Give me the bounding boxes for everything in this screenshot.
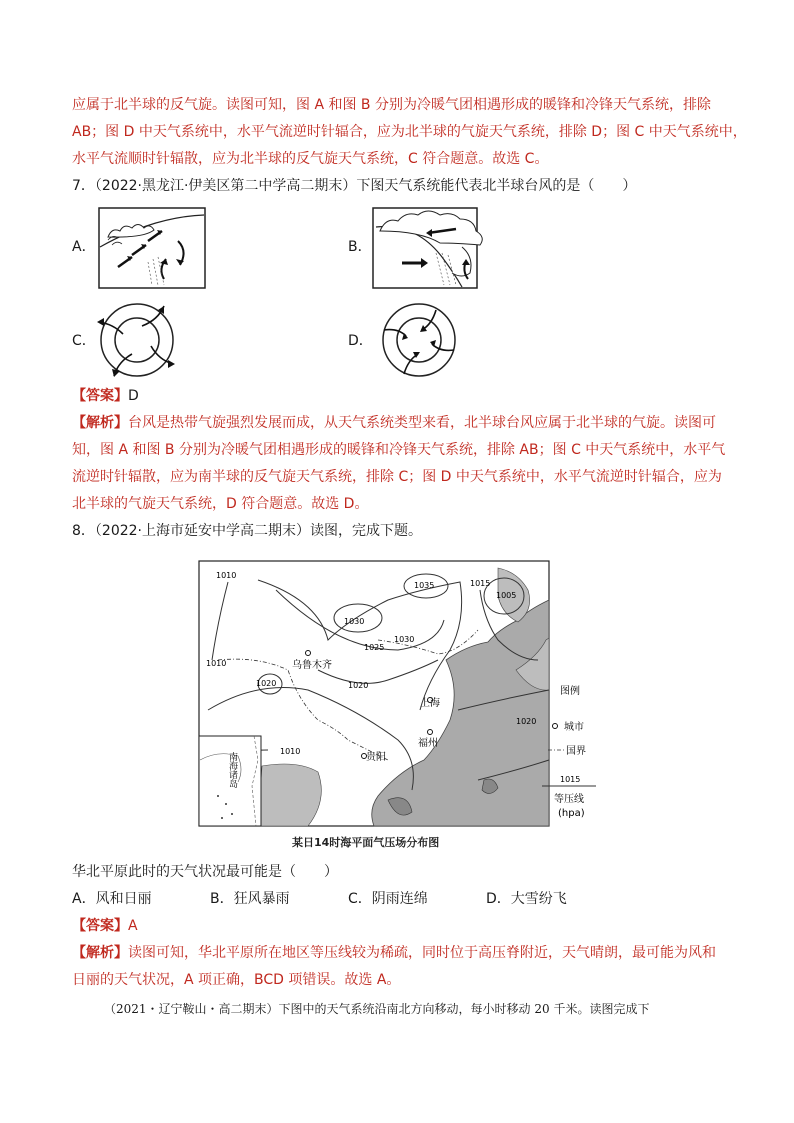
city-label: 上海 (420, 698, 440, 709)
q8-answer (72, 914, 732, 938)
next-question-stem: （2021・辽宁鞍山・高二期末）下图中的天气系统沿南北方向移动，每小时移动 20 千米。读图完成下 (104, 1002, 650, 1016)
isobar-label: 1010 (206, 659, 227, 668)
legend-city: 城市 (564, 722, 584, 733)
q7-analysis-4: 北半球的气旋天气系统，D 符合题意。故选 D。 (72, 496, 369, 512)
isobar-label: 1015 (470, 579, 491, 588)
q8-stem: 8．（2022·上海市延安中学高二期末）读图，完成下题。 (72, 523, 422, 539)
analysis-tag: 【解析】 (72, 415, 128, 431)
isobar-label: 1010 (280, 747, 301, 756)
q7-stem: 7．（2022·黑龙江·伊美区第二中学高二期末）下图天气系统能代表北半球台风的是（ ） (72, 178, 637, 194)
legend-unit: (hpa) (558, 808, 585, 819)
choice-d: D．大雪纷飞 (486, 891, 567, 907)
intro-line-1: 应属于北半球的反气旋。读图可知，图 A 和图 B 分别为冷暖气团相遇形成的暖锋和冷锋天气系统，排除 (72, 97, 711, 113)
isobar-label: 1020 (256, 679, 277, 688)
intro-line-2: AB；图 D 中天气系统中，水平气流逆时针辐合，应为北半球的气旋天气系统，排除 D；图 C 中天气系统中， (72, 124, 747, 140)
q7-analysis-3: 流逆时针辐散，应为南半球的反气旋天气系统，排除 C；图 D 中天气系统中，水平气流逆时针辐合，应为 (72, 469, 722, 485)
legend-city-value: 1020 (516, 717, 537, 726)
isobar-label: 1020 (348, 681, 369, 690)
city-label: 乌鲁木齐 (292, 660, 332, 671)
pressure-map (198, 560, 598, 850)
city-label: 福州 (418, 738, 438, 749)
legend-border: 国界 (566, 746, 586, 757)
q8-analysis-2: 日丽的天气状况，A 项正确，BCD 项错误。故选 A。 (72, 972, 401, 988)
warm-front-figure (98, 207, 206, 289)
q8-question: 华北平原此时的天气状况最可能是（ ） (72, 864, 338, 880)
city-label: 贵阳 (366, 752, 386, 763)
answer-value: A (128, 918, 138, 934)
isobar-label: 1010 (216, 571, 237, 580)
isobar-label: 1025 (364, 643, 385, 652)
q7-answer (72, 384, 732, 408)
q7-analysis-2: 知，图 A 和图 B 分别为冷暖气团相遇形成的暖锋和冷锋天气系统，排除 AB；图 C 中天气系统中，水平气 (72, 442, 726, 458)
inset-label: 南海诸岛 (227, 752, 237, 788)
choice-b: B．狂风暴雨 (210, 891, 290, 907)
q7-option-d-label: D． (348, 333, 373, 349)
analysis-text: 读图可知，华北平原所在地区等压线较为稀疏，同时位于高压脊附近，天气晴朗，最可能为风和 (128, 945, 716, 961)
intro-line-3: 水平气流顺时针辐散，应为北半球的反气旋天气系统，C 符合题意。故选 C。 (72, 151, 549, 167)
cyclone-figure (374, 300, 464, 380)
q7-option-b-label: B． (348, 239, 372, 255)
q8-analysis-1 (72, 941, 732, 965)
q7-option-a-label: A． (72, 239, 96, 255)
isobar-label: 1035 (414, 581, 435, 590)
answer-tag: 【答案】 (72, 388, 128, 404)
q7-option-c-label: C． (72, 333, 96, 349)
choice-c: C．阴雨连绵 (348, 891, 428, 907)
legend-title: 图例 (560, 686, 580, 697)
legend-isobar-value: 1015 (560, 775, 581, 784)
answer-value: D (128, 388, 139, 404)
q7-analysis-1 (72, 411, 732, 435)
isobar-label: 1030 (394, 635, 415, 644)
map-caption: 某日14时海平面气压场分布图 (292, 836, 440, 849)
choice-a: A．风和日丽 (72, 891, 152, 907)
pressure-map-svg (198, 560, 598, 850)
analysis-text: 台风是热带气旋强烈发展而成，从天气系统类型来看，北半球台风应属于北半球的气旋。读图可 (128, 415, 716, 431)
legend-isobar: 等压线 (554, 794, 584, 805)
isobar-label: 1030 (344, 617, 365, 626)
anticyclone-figure (92, 300, 182, 380)
answer-tag: 【答案】 (72, 918, 128, 934)
cold-front-figure (372, 207, 492, 289)
analysis-tag: 【解析】 (72, 945, 128, 961)
isobar-label: 1005 (496, 591, 517, 600)
